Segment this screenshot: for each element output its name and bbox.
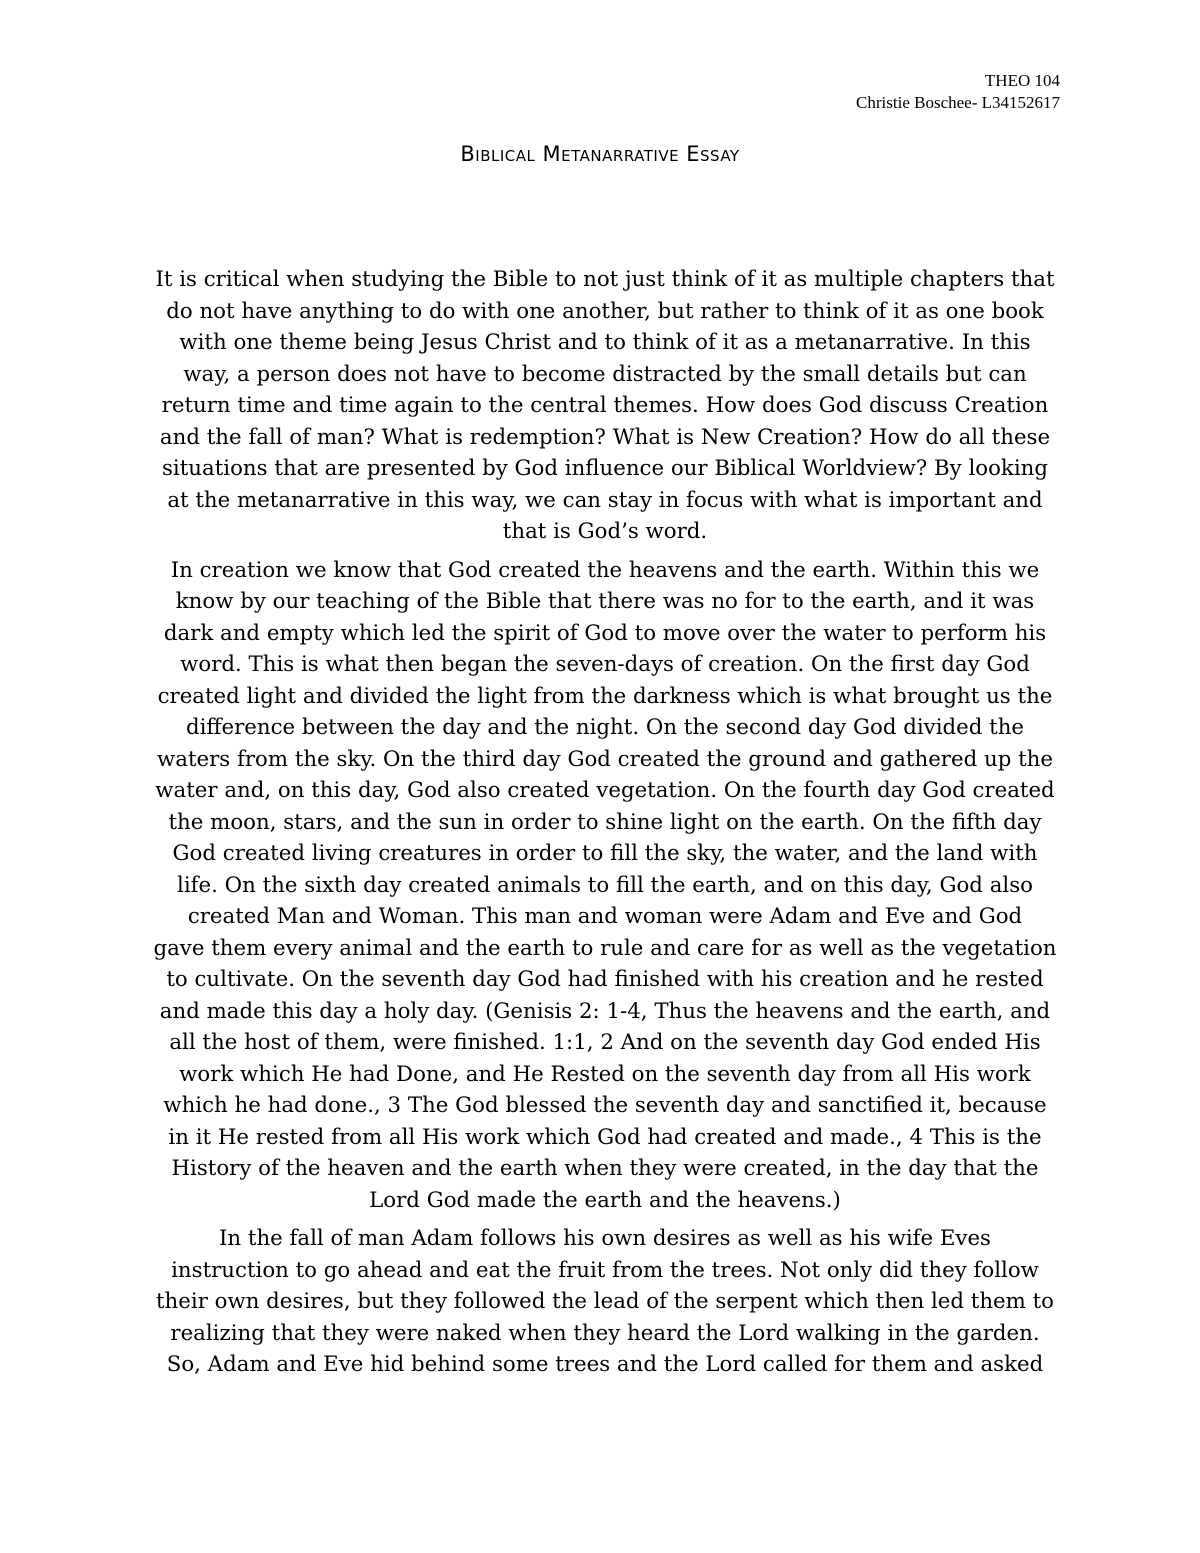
- paragraph-line: at the metanarrative in this way, we can stay in focus with what is important and: [167, 487, 1043, 513]
- paragraph-line: realizing that they were naked when they heard the Lord walking in the garden.: [170, 1320, 1040, 1346]
- paragraph-line: It is critical when studying the Bible to not just think of it as multiple chapters that: [155, 267, 1055, 292]
- paragraph-line: instruction to go ahead and eat the fruit from the trees. Not only did they follow: [171, 1257, 1039, 1283]
- paragraph-line: do not have anything to do with one another, but rather to think of it as one book: [166, 298, 1044, 324]
- paragraph-line: and the fall of man? What is redemption? What is New Creation? How do all these: [159, 424, 1051, 450]
- paragraph-line: waters from the sky. On the third day God created the ground and gathered up the: [157, 746, 1053, 772]
- paragraph-line: So, Adam and Eve hid behind some trees and the Lord called for them and asked: [166, 1352, 1044, 1377]
- paragraph-line: difference between the day and the night. On the second day God divided the: [185, 715, 1025, 740]
- paragraph-line: History of the heaven and the earth when they were created, in the day that the: [171, 1156, 1039, 1181]
- paragraph-line: Lord God made the earth and the heavens.): [369, 1187, 841, 1213]
- paragraph-line: gave them every animal and the earth to rule and care for as well as the vegetation: [153, 935, 1057, 961]
- paragraph-line: which he had done., 3 The God blessed the seventh day and sanctified it, because: [163, 1093, 1047, 1118]
- paragraph-line: all the host of them, were finished. 1:1, 2 And on the seventh day God ended His: [169, 1030, 1041, 1055]
- essay-paragraph: [130, 1223, 1080, 1381]
- page-header: [856, 70, 1060, 114]
- paragraph-line: in it He rested from all His work which God had created and made., 4 This is the: [168, 1124, 1042, 1150]
- paragraph-line: to cultivate. On the seventh day God had finished with his creation and he rested: [166, 967, 1044, 992]
- paragraph-line: with one theme being Jesus Christ and to think of it as a metanarrative. In this: [179, 330, 1031, 355]
- essay-paragraph: [130, 555, 1080, 1217]
- paragraph-line: return time and time again to the central themes. How does God discuss Creation: [161, 393, 1049, 418]
- paragraph-line: word. This is what then began the seven-days of creation. On the first day God: [180, 652, 1030, 677]
- paragraph-line: and made this day a holy day. (Genisis 2: 1-4, Thus the heavens and the earth, and: [159, 998, 1051, 1024]
- paragraph-line: In the fall of man Adam follows his own desires as well as his wife Eves: [219, 1226, 991, 1251]
- essay-body: [130, 264, 1080, 1388]
- paragraph-line: water and, on this day, God also created vegetation. On the fourth day God created: [155, 778, 1055, 803]
- paragraph-line: created Man and Woman. This man and woman were Adam and Eve and God: [187, 904, 1023, 929]
- paragraph-line: their own desires, but they followed the lead of the serpent which then led them to: [156, 1289, 1054, 1314]
- paragraph-line: the moon, stars, and the sun in order to shine light on the earth. On the fifth day: [168, 809, 1042, 835]
- paragraph-line: know by our teaching of the Bible that there was no for to the earth, and it was: [175, 589, 1035, 614]
- author-line: Christie Boschee- L34152617: [856, 93, 1060, 112]
- paragraph-line: dark and empty which led the spirit of God to move over the water to perform his: [163, 620, 1047, 646]
- paragraph-line: created light and divided the light from the darkness which is what brought us the: [157, 683, 1053, 709]
- paragraph-line: work which He had Done, and He Rested on the seventh day from all His work: [179, 1061, 1031, 1087]
- paragraph-line: In creation we know that God created the heavens and the earth. Within this we: [170, 557, 1040, 583]
- course-code: THEO 104: [984, 71, 1060, 90]
- paragraph-line: life. On the sixth day created animals to fill the earth, and on this day, God also: [177, 872, 1033, 898]
- paragraph-line: that is God’s word.: [502, 519, 708, 544]
- paragraph-line: way, a person does not have to become distracted by the small details but can: [183, 361, 1027, 387]
- paragraph-line: God created living creatures in order to fill the sky, the water, and the land with: [172, 841, 1038, 866]
- paragraph-line: situations that are presented by God influence our Biblical Worldview? By looking: [162, 456, 1048, 481]
- essay-paragraph: [130, 264, 1080, 548]
- essay-title: Biblical Metanarrative Essay: [460, 142, 740, 166]
